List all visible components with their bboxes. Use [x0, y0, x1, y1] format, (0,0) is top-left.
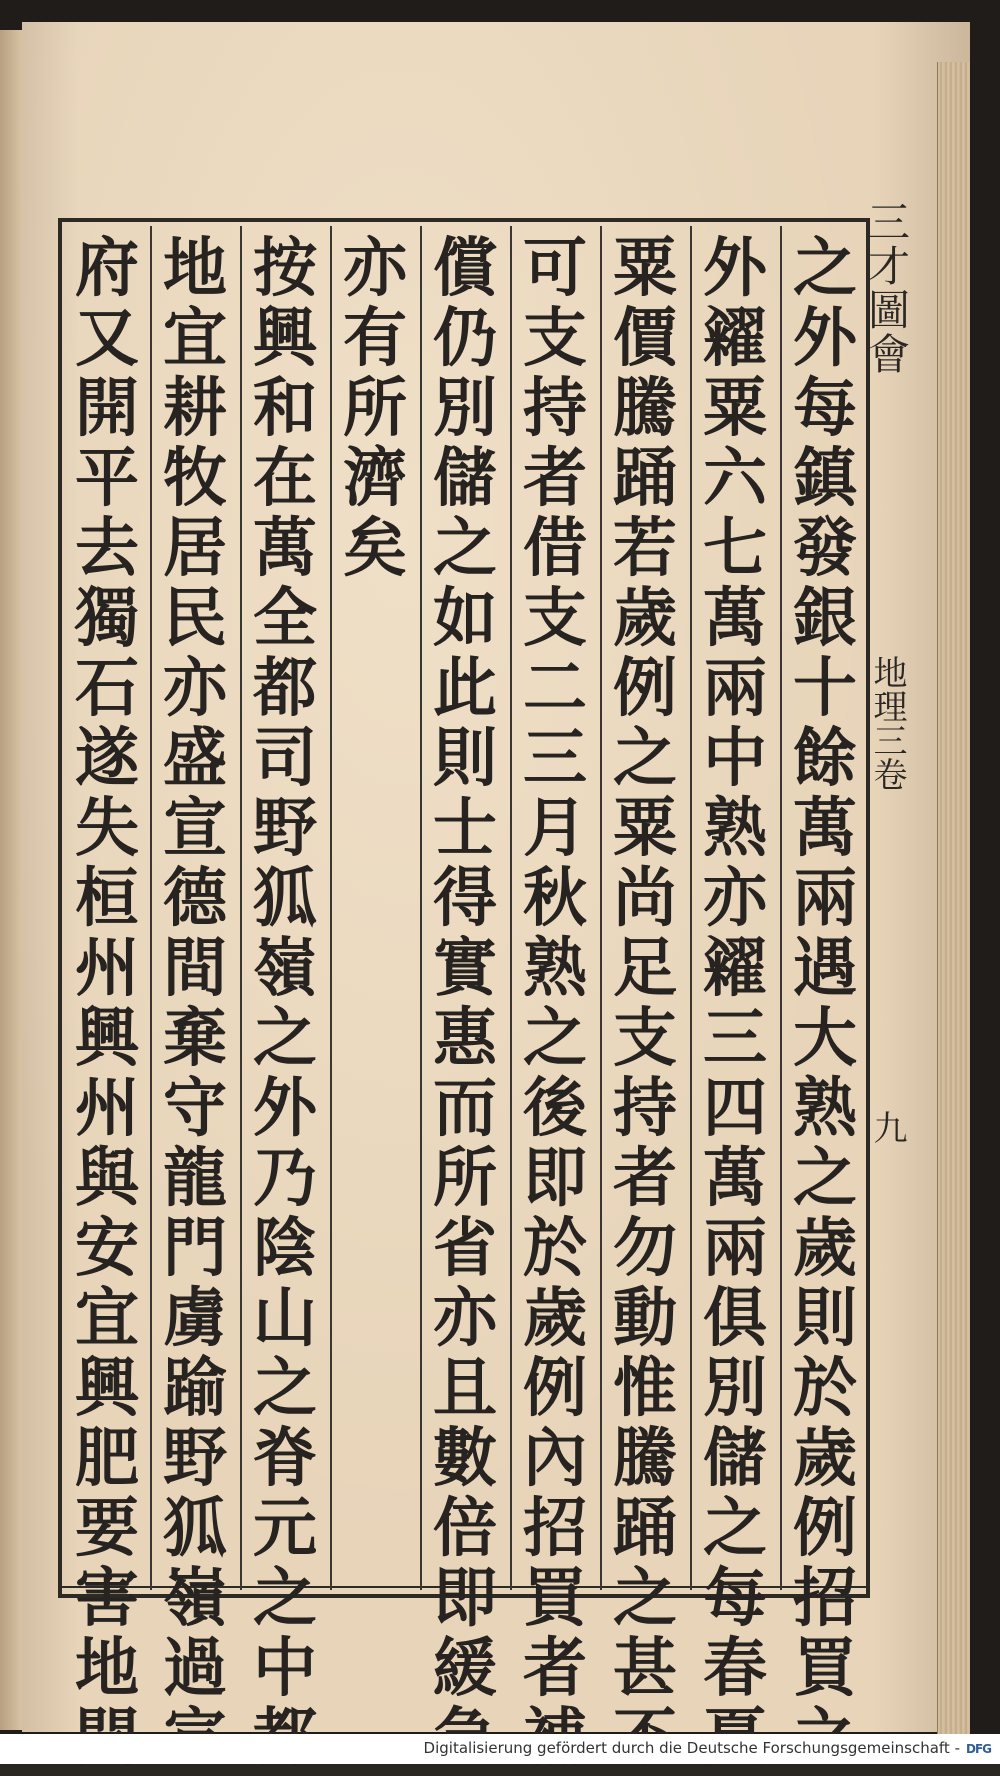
character: 若 — [613, 511, 677, 586]
character: 招 — [523, 1491, 587, 1566]
character: 都 — [253, 651, 317, 726]
character: 害 — [75, 1561, 139, 1636]
character: 山 — [253, 1281, 317, 1356]
character: 之 — [793, 1141, 857, 1216]
character: 萬 — [703, 581, 767, 656]
character: 惟 — [613, 1351, 677, 1426]
text-column-1 — [782, 231, 868, 1706]
character: 秋 — [523, 861, 587, 936]
character: 所 — [343, 371, 407, 446]
character: 居 — [163, 511, 227, 586]
left-page-edge — [0, 30, 24, 1730]
character: 買 — [523, 1561, 587, 1636]
character: 銀 — [793, 581, 857, 656]
character: 萬 — [253, 511, 317, 586]
character: 間 — [163, 931, 227, 1006]
character: 月 — [523, 791, 587, 866]
character: 亦 — [343, 231, 407, 306]
character: 州 — [75, 931, 139, 1006]
character: 外 — [793, 301, 857, 376]
character: 萬 — [793, 791, 857, 866]
character: 別 — [433, 371, 497, 446]
character: 之 — [433, 511, 497, 586]
character: 虜 — [163, 1281, 227, 1356]
character: 持 — [523, 371, 587, 446]
character: 可 — [523, 231, 587, 306]
character: 兩 — [703, 1211, 767, 1286]
character: 惠 — [433, 1001, 497, 1076]
character: 按 — [253, 231, 317, 306]
character: 士 — [433, 791, 497, 866]
character: 亦 — [433, 1281, 497, 1356]
character: 每 — [703, 1561, 767, 1636]
character: 有 — [343, 301, 407, 376]
character: 買 — [793, 1631, 857, 1706]
character: 德 — [163, 861, 227, 936]
character: 外 — [253, 1071, 317, 1146]
character: 萬 — [703, 1141, 767, 1216]
character: 每 — [793, 371, 857, 446]
character: 去 — [75, 511, 139, 586]
character: 發 — [793, 511, 857, 586]
character: 省 — [433, 1211, 497, 1286]
character: 勿 — [613, 1211, 677, 1286]
character: 者 — [613, 1141, 677, 1216]
character: 此 — [433, 651, 497, 726]
character: 即 — [523, 1141, 587, 1216]
character: 緩 — [433, 1631, 497, 1706]
character: 嶺 — [163, 1561, 227, 1636]
character: 則 — [793, 1281, 857, 1356]
text-frame — [58, 218, 870, 1706]
character: 於 — [793, 1351, 857, 1426]
character: 遇 — [793, 931, 857, 1006]
character: 嶺 — [253, 931, 317, 1006]
character: 二 — [523, 651, 587, 726]
character: 持 — [613, 1071, 677, 1146]
character: 實 — [433, 931, 497, 1006]
character: 儲 — [433, 441, 497, 516]
character: 糴 — [703, 301, 767, 376]
character: 之 — [793, 231, 857, 306]
character: 要 — [75, 1491, 139, 1566]
text-column-5 — [422, 231, 508, 1706]
character: 守 — [163, 1071, 227, 1146]
character: 尚 — [613, 861, 677, 936]
character: 之 — [613, 721, 677, 796]
character: 全 — [253, 581, 317, 656]
character: 和 — [253, 371, 317, 446]
character: 獨 — [75, 581, 139, 656]
character: 牧 — [163, 441, 227, 516]
character: 陰 — [253, 1211, 317, 1286]
character: 熟 — [703, 791, 767, 866]
character: 地 — [75, 1631, 139, 1706]
character: 歲 — [613, 581, 677, 656]
character: 桓 — [75, 861, 139, 936]
character: 動 — [613, 1281, 677, 1356]
character: 石 — [75, 651, 139, 726]
character: 矣 — [343, 511, 407, 586]
character: 兩 — [793, 861, 857, 936]
character: 之 — [613, 1561, 677, 1636]
character: 濟 — [343, 441, 407, 516]
character: 即 — [433, 1561, 497, 1636]
character: 肥 — [75, 1421, 139, 1496]
character: 價 — [613, 301, 677, 376]
character: 安 — [75, 1211, 139, 1286]
character: 宜 — [163, 301, 227, 376]
footer-credit: Digitalisierung gefördert durch die Deutsche Forschungsgemeinschaft - — [423, 1739, 960, 1757]
margin-section-title: 地理三卷 — [867, 655, 907, 791]
character: 平 — [75, 441, 139, 516]
character: 野 — [163, 1421, 227, 1496]
character: 歲 — [523, 1281, 587, 1356]
character: 糴 — [703, 931, 767, 1006]
character: 野 — [253, 791, 317, 866]
character: 且 — [433, 1351, 497, 1426]
character: 興 — [75, 1351, 139, 1426]
character: 耕 — [163, 371, 227, 446]
character: 之 — [703, 1491, 767, 1566]
character: 例 — [523, 1351, 587, 1426]
character: 所 — [433, 1141, 497, 1216]
character: 狐 — [163, 1491, 227, 1566]
character: 例 — [793, 1491, 857, 1566]
character: 內 — [523, 1421, 587, 1496]
character: 踰 — [163, 1351, 227, 1426]
character: 儲 — [703, 1421, 767, 1496]
text-column-7 — [242, 231, 328, 1706]
character: 失 — [75, 791, 139, 866]
character: 粟 — [613, 231, 677, 306]
text-column-2 — [692, 231, 778, 1706]
character: 歲 — [793, 1421, 857, 1496]
character: 州 — [75, 1071, 139, 1146]
character: 歲 — [793, 1211, 857, 1286]
character: 借 — [523, 511, 587, 586]
character: 償 — [433, 231, 497, 306]
character: 則 — [433, 721, 497, 796]
character: 熟 — [793, 1071, 857, 1146]
margin-page-number: 九 — [867, 1110, 907, 1144]
character: 之 — [253, 1351, 317, 1426]
character: 於 — [523, 1211, 587, 1286]
text-column-8 — [152, 231, 238, 1706]
character: 支 — [613, 1001, 677, 1076]
character: 之 — [253, 1001, 317, 1076]
character: 騰 — [613, 371, 677, 446]
character: 在 — [253, 441, 317, 516]
character: 脊 — [253, 1421, 317, 1496]
character: 者 — [523, 441, 587, 516]
character: 又 — [75, 301, 139, 376]
margin-book-title: 三才圖會 — [862, 200, 911, 376]
character: 踊 — [613, 441, 677, 516]
character: 者 — [523, 1631, 587, 1706]
character: 後 — [523, 1071, 587, 1146]
text-column-9 — [64, 231, 150, 1706]
character: 三 — [523, 721, 587, 796]
character: 司 — [253, 721, 317, 796]
character: 熟 — [523, 931, 587, 1006]
character: 與 — [75, 1141, 139, 1216]
character: 足 — [613, 931, 677, 1006]
character: 兩 — [703, 651, 767, 726]
character: 甚 — [613, 1631, 677, 1706]
character: 遂 — [75, 721, 139, 796]
character: 支 — [523, 581, 587, 656]
character: 倍 — [433, 1491, 497, 1566]
character: 支 — [523, 301, 587, 376]
footer-bar — [0, 1734, 1000, 1764]
character: 亦 — [703, 861, 767, 936]
character: 中 — [703, 721, 767, 796]
character: 宜 — [75, 1281, 139, 1356]
character: 乃 — [253, 1141, 317, 1216]
character: 如 — [433, 581, 497, 656]
character: 粟 — [613, 791, 677, 866]
text-column-3 — [602, 231, 688, 1706]
character: 過 — [163, 1631, 227, 1706]
character: 數 — [433, 1421, 497, 1496]
character: 七 — [703, 511, 767, 586]
character: 春 — [703, 1631, 767, 1706]
character: 六 — [703, 441, 767, 516]
character: 粟 — [703, 371, 767, 446]
character: 例 — [613, 651, 677, 726]
character: 民 — [163, 581, 227, 656]
character: 踊 — [613, 1491, 677, 1566]
character: 三 — [703, 1001, 767, 1076]
character: 之 — [523, 1001, 587, 1076]
dfg-logo: DFG — [966, 1742, 992, 1756]
character: 得 — [433, 861, 497, 936]
character: 亦 — [163, 651, 227, 726]
text-column-4 — [512, 231, 598, 1706]
character: 仍 — [433, 301, 497, 376]
character: 興 — [253, 301, 317, 376]
character: 餘 — [793, 721, 857, 796]
character: 興 — [75, 1001, 139, 1076]
character: 中 — [253, 1631, 317, 1706]
character: 鎮 — [793, 441, 857, 516]
character: 龍 — [163, 1141, 227, 1216]
character: 大 — [793, 1001, 857, 1076]
character: 盛 — [163, 721, 227, 796]
character: 地 — [163, 231, 227, 306]
character: 之 — [253, 1561, 317, 1636]
character: 宣 — [163, 791, 227, 866]
character: 騰 — [613, 1421, 677, 1496]
character: 別 — [703, 1351, 767, 1426]
character: 門 — [163, 1211, 227, 1286]
character: 十 — [793, 651, 857, 726]
character: 元 — [253, 1491, 317, 1566]
character: 招 — [793, 1561, 857, 1636]
character: 府 — [75, 231, 139, 306]
character: 四 — [703, 1071, 767, 1146]
character: 開 — [75, 371, 139, 446]
page-stack-edge — [937, 62, 970, 1742]
character: 外 — [703, 231, 767, 306]
text-column-6 — [332, 231, 418, 1584]
character: 而 — [433, 1071, 497, 1146]
character: 俱 — [703, 1281, 767, 1356]
character: 棄 — [163, 1001, 227, 1076]
character: 狐 — [253, 861, 317, 936]
